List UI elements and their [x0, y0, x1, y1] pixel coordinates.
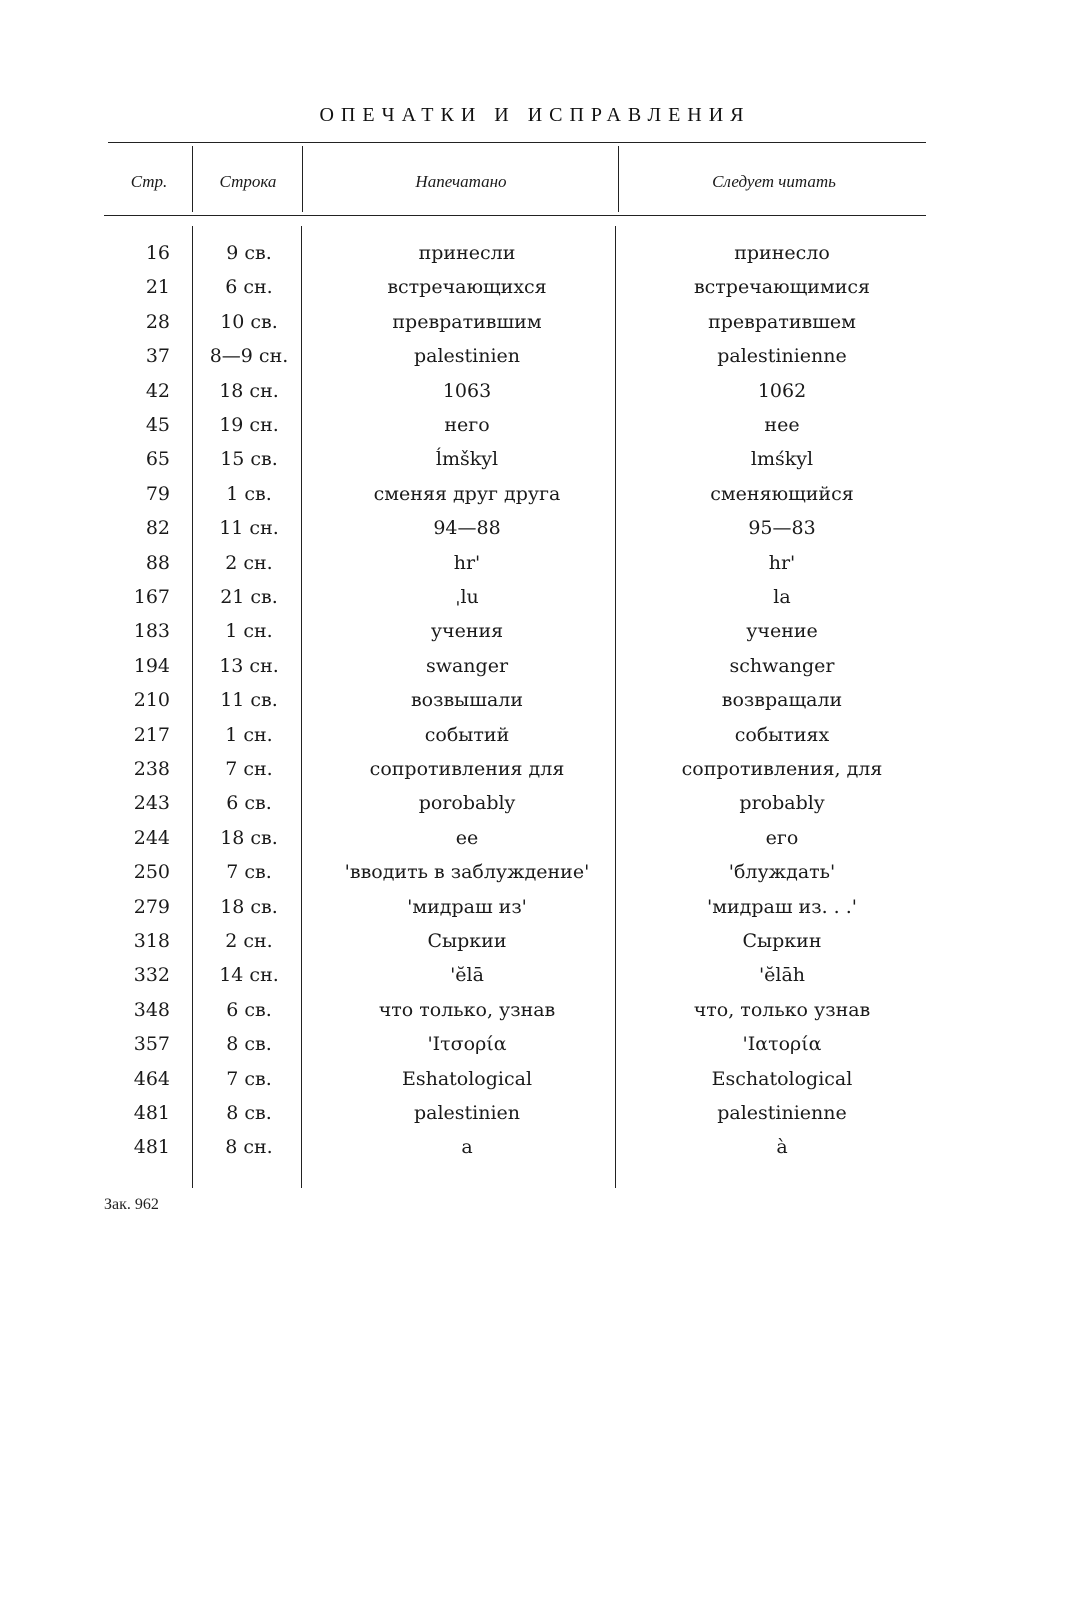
printed-cell: возвышали — [410, 689, 524, 712]
printed-cell: a — [461, 1136, 473, 1159]
printed-cell: учения — [430, 620, 504, 643]
page-cell: 88 — [145, 551, 170, 574]
printed-cell: сопротивления для — [369, 758, 565, 780]
page-cell: 481 — [133, 1136, 170, 1159]
table-row — [0, 614, 1070, 648]
line-cell: 9 св. — [226, 242, 272, 264]
page-cell: 42 — [145, 379, 170, 402]
line-cell: 6 сн. — [225, 276, 273, 299]
page-cell: 332 — [133, 964, 170, 987]
correct-cell: учение — [746, 620, 818, 643]
line-cell: 14 сн. — [219, 964, 279, 987]
table-row — [0, 1062, 1070, 1096]
table-row — [0, 752, 1070, 786]
correct-cell: 1062 — [757, 379, 807, 402]
printed-cell: palestinien — [413, 345, 521, 368]
printed-cell: ˌlu — [455, 586, 479, 608]
correct-cell: palestinienne — [717, 1102, 847, 1124]
table-row — [0, 683, 1070, 717]
line-cell: 18 св. — [220, 895, 278, 918]
page-cell: 348 — [133, 998, 170, 1021]
correct-cell: à — [776, 1136, 788, 1159]
table-row — [0, 958, 1070, 992]
printed-cell: Eshatological — [401, 1067, 533, 1090]
line-cell: 7 св. — [226, 1067, 272, 1090]
table-row — [0, 855, 1070, 889]
table-row — [0, 580, 1070, 614]
correct-cell: schwanger — [729, 654, 835, 677]
correct-cell: что, только узнав — [693, 998, 871, 1021]
line-cell: 7 св. — [226, 861, 272, 884]
column-header-printed: Напечатано — [415, 172, 507, 191]
printed-cell: превратившим — [392, 310, 542, 333]
printed-cell: сменяя друг друга — [373, 482, 561, 505]
line-cell: 6 св. — [226, 792, 272, 815]
correct-cell: 'Ιατορία — [742, 1033, 822, 1056]
page-cell: 318 — [133, 930, 170, 952]
correct-cell: принесло — [734, 242, 830, 264]
printed-cell: 'мидраш из' — [407, 895, 527, 918]
line-cell: 1 сн. — [225, 620, 273, 643]
page-cell: 464 — [133, 1067, 170, 1090]
table-row — [0, 511, 1070, 545]
page-cell: 244 — [133, 826, 170, 849]
page-cell: 45 — [145, 414, 170, 436]
line-cell: 19 сн. — [219, 414, 279, 436]
correct-cell: нее — [764, 414, 800, 436]
page-cell: 16 — [145, 242, 170, 264]
order-number: Зак. 962 — [104, 1196, 159, 1213]
page-cell: 217 — [133, 723, 170, 746]
line-cell: 1 св. — [226, 482, 272, 505]
correct-cell: 'ĕlāh — [758, 964, 806, 987]
printed-cell: ее — [455, 826, 479, 849]
correct-cell: Eschatological — [711, 1067, 853, 1090]
printed-cell: 'Ιτσορία — [427, 1033, 507, 1056]
correct-cell: probably — [739, 792, 825, 815]
correct-cell: 'блуждать' — [728, 861, 836, 884]
page-cell: 243 — [133, 792, 170, 815]
line-cell: 8 сн. — [225, 1136, 273, 1159]
table-row — [0, 1130, 1070, 1164]
page-cell: 183 — [133, 620, 170, 643]
table-row — [0, 1027, 1070, 1061]
header-bottom-rule — [104, 215, 926, 216]
page-cell: 279 — [133, 895, 170, 918]
correct-cell: сопротивления, для — [681, 758, 883, 780]
table-row — [0, 477, 1070, 511]
printed-cell: ĺmškyl — [435, 448, 499, 471]
table-row — [0, 993, 1070, 1027]
table-row — [0, 821, 1070, 855]
table-row — [0, 890, 1070, 924]
printed-cell: swanger — [425, 654, 509, 677]
line-cell: 6 св. — [226, 998, 272, 1021]
printed-cell: hr' — [453, 551, 481, 574]
page-cell: 28 — [145, 310, 170, 333]
line-cell: 8 св. — [226, 1033, 272, 1056]
printed-cell: 94—88 — [433, 517, 501, 540]
line-cell: 11 св. — [220, 689, 278, 712]
printed-cell: 'ĕlā — [450, 964, 484, 987]
line-cell: 18 сн. — [219, 379, 279, 402]
line-cell: 18 св. — [220, 826, 278, 849]
table-row — [0, 649, 1070, 683]
page-cell: 65 — [145, 448, 170, 471]
printed-cell: встречающихся — [387, 276, 547, 299]
page-cell: 37 — [145, 345, 170, 368]
page-cell: 481 — [133, 1102, 170, 1124]
header-divider-1 — [192, 146, 193, 212]
line-cell: 1 сн. — [225, 723, 273, 746]
correct-cell: встречающимися — [693, 276, 871, 299]
table-top-rule — [108, 142, 926, 143]
table-row — [0, 408, 1070, 442]
page-cell: 194 — [133, 654, 170, 677]
correct-cell: la — [773, 586, 791, 608]
line-cell: 2 сн. — [225, 551, 273, 574]
table-row — [0, 1096, 1070, 1130]
table-row — [0, 236, 1070, 270]
line-cell: 8—9 сн. — [209, 345, 289, 368]
column-header-page: Стр. — [130, 172, 168, 191]
page-title: ОПЕЧАТКИ И ИСПРАВЛЕНИЯ — [319, 104, 751, 126]
printed-cell: событий — [424, 723, 510, 746]
printed-cell: Сыркии — [427, 930, 507, 952]
page-cell: 250 — [133, 861, 170, 884]
printed-cell: porobably — [418, 792, 516, 815]
correct-cell: lmśkyl — [750, 448, 814, 471]
table-row — [0, 546, 1070, 580]
printed-cell: 1063 — [442, 379, 492, 402]
table-row — [0, 924, 1070, 958]
line-cell: 8 св. — [226, 1102, 272, 1124]
page-cell: 210 — [133, 689, 170, 712]
line-cell: 11 сн. — [219, 517, 279, 540]
printed-cell: него — [444, 414, 490, 436]
line-cell: 7 сн. — [225, 758, 273, 780]
column-header-correct: Следует читать — [712, 172, 836, 191]
line-cell: 21 св. — [220, 586, 278, 608]
line-cell: 2 сн. — [225, 930, 273, 952]
page-cell: 82 — [145, 517, 170, 540]
correct-cell: возвращали — [721, 689, 843, 712]
page-cell: 238 — [133, 758, 170, 780]
printed-cell: palestinien — [413, 1102, 521, 1124]
page-cell: 79 — [145, 482, 170, 505]
table-row — [0, 718, 1070, 752]
correct-cell: palestinienne — [717, 345, 847, 368]
correct-cell: Сыркин — [742, 930, 822, 952]
header-divider-2 — [302, 146, 303, 212]
correct-cell: событиях — [734, 723, 830, 746]
table-row — [0, 786, 1070, 820]
correct-cell: его — [765, 826, 799, 849]
table-row — [0, 305, 1070, 339]
printed-cell: что только, узнав — [378, 998, 556, 1021]
table-row — [0, 374, 1070, 408]
correct-cell: превратившем — [708, 310, 856, 333]
line-cell: 10 св. — [220, 310, 278, 333]
page-cell: 21 — [145, 276, 170, 299]
printed-cell: 'вводить в заблуждение' — [344, 861, 590, 884]
table-row — [0, 270, 1070, 304]
correct-cell: hr' — [768, 551, 796, 574]
page-cell: 167 — [133, 586, 170, 608]
correct-cell: сменяющийся — [710, 482, 854, 505]
line-cell: 13 сн. — [219, 654, 279, 677]
column-header-line: Строка — [219, 172, 277, 191]
table-row — [0, 339, 1070, 373]
page-cell: 357 — [133, 1033, 170, 1056]
printed-cell: принесли — [418, 242, 516, 264]
header-divider-3 — [618, 146, 619, 212]
correct-cell: 95—83 — [748, 517, 816, 540]
line-cell: 15 св. — [220, 448, 278, 471]
correct-cell: 'мидраш из. . .' — [706, 895, 857, 918]
table-row — [0, 442, 1070, 476]
